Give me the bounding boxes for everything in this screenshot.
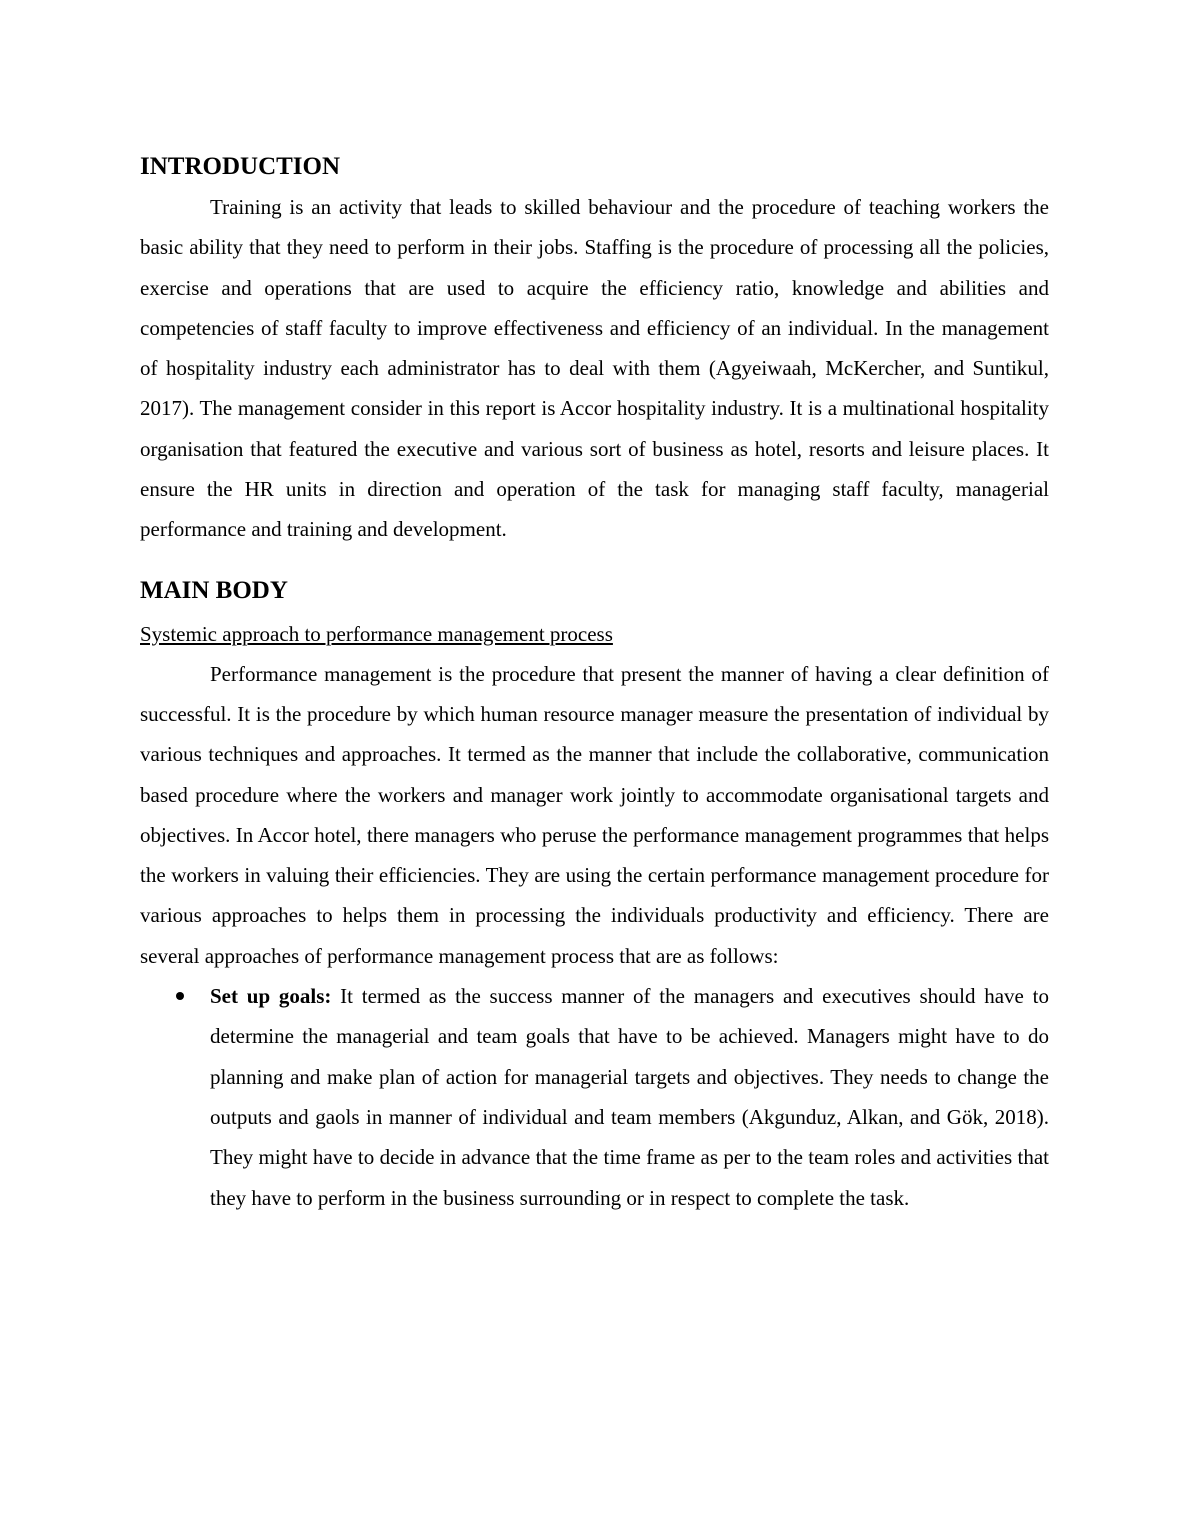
approaches-list — [140, 976, 1049, 1218]
introduction-paragraph: Training is an activity that leads to skilled behaviour and the procedure of teaching workers the basic ability that they need to perform in their jobs. Staffing is the procedure of processing all the policies, exercise and operations that are used to acquire the efficiency ratio, knowledge and abilities and competencies of staff faculty to improve effectiveness and efficiency of an individual. In the management of hospitality industry each administrator has to deal with them (Agyeiwaah, McKercher, and Suntikul, 2017). The management consider in this report is Accor hospitality industry. It is a multinational hospitality organisation that featured the executive and various sort of business as hotel, resorts and leisure places. It ensure the HR units in direction and operation of the task for managing staff faculty, managerial performance and training and development. — [140, 195, 1049, 542]
bullet-term: Set up goals: — [210, 984, 332, 1009]
main-body-paragraph: Performance management is the procedure that present the manner of having a clear definition of successful. It is the procedure by which human resource manager measure the presentation of individual by various techniques and approaches. It termed as the manner that include the collaborative, communication based procedure where the workers and manager work jointly to accommodate organisational targets and objectives. In Accor hotel, there managers who peruse the performance management programmes that helps the workers in valuing their efficiencies. They are using the certain performance management procedure for various approaches to helps them in processing the individuals productivity and efficiency. There are several approaches of performance management process that are as follows: — [140, 661, 1049, 968]
bullet-icon — [176, 992, 184, 1000]
main-body-heading: MAIN BODY — [140, 576, 288, 604]
list-item — [140, 976, 1049, 1218]
document-page — [140, 150, 1049, 1218]
introduction-heading: INTRODUCTION — [140, 153, 341, 180]
bullet-text: It termed as the success manner of the managers and executives should have to determine the managerial and team goals that have to be achieved. Managers might have to do planning and make plan of action for managerial targets and objectives. They needs to change the outputs and gaols in manner of individual and team members (Akgunduz, Alkan, and Gök, 2018). They might have to decide in advance that the time frame as per to the team roles and activities that they have to perform in the business surrounding or in respect to complete the task. — [210, 984, 1049, 1210]
section-subheading: Systemic approach to performance management process — [140, 621, 613, 646]
